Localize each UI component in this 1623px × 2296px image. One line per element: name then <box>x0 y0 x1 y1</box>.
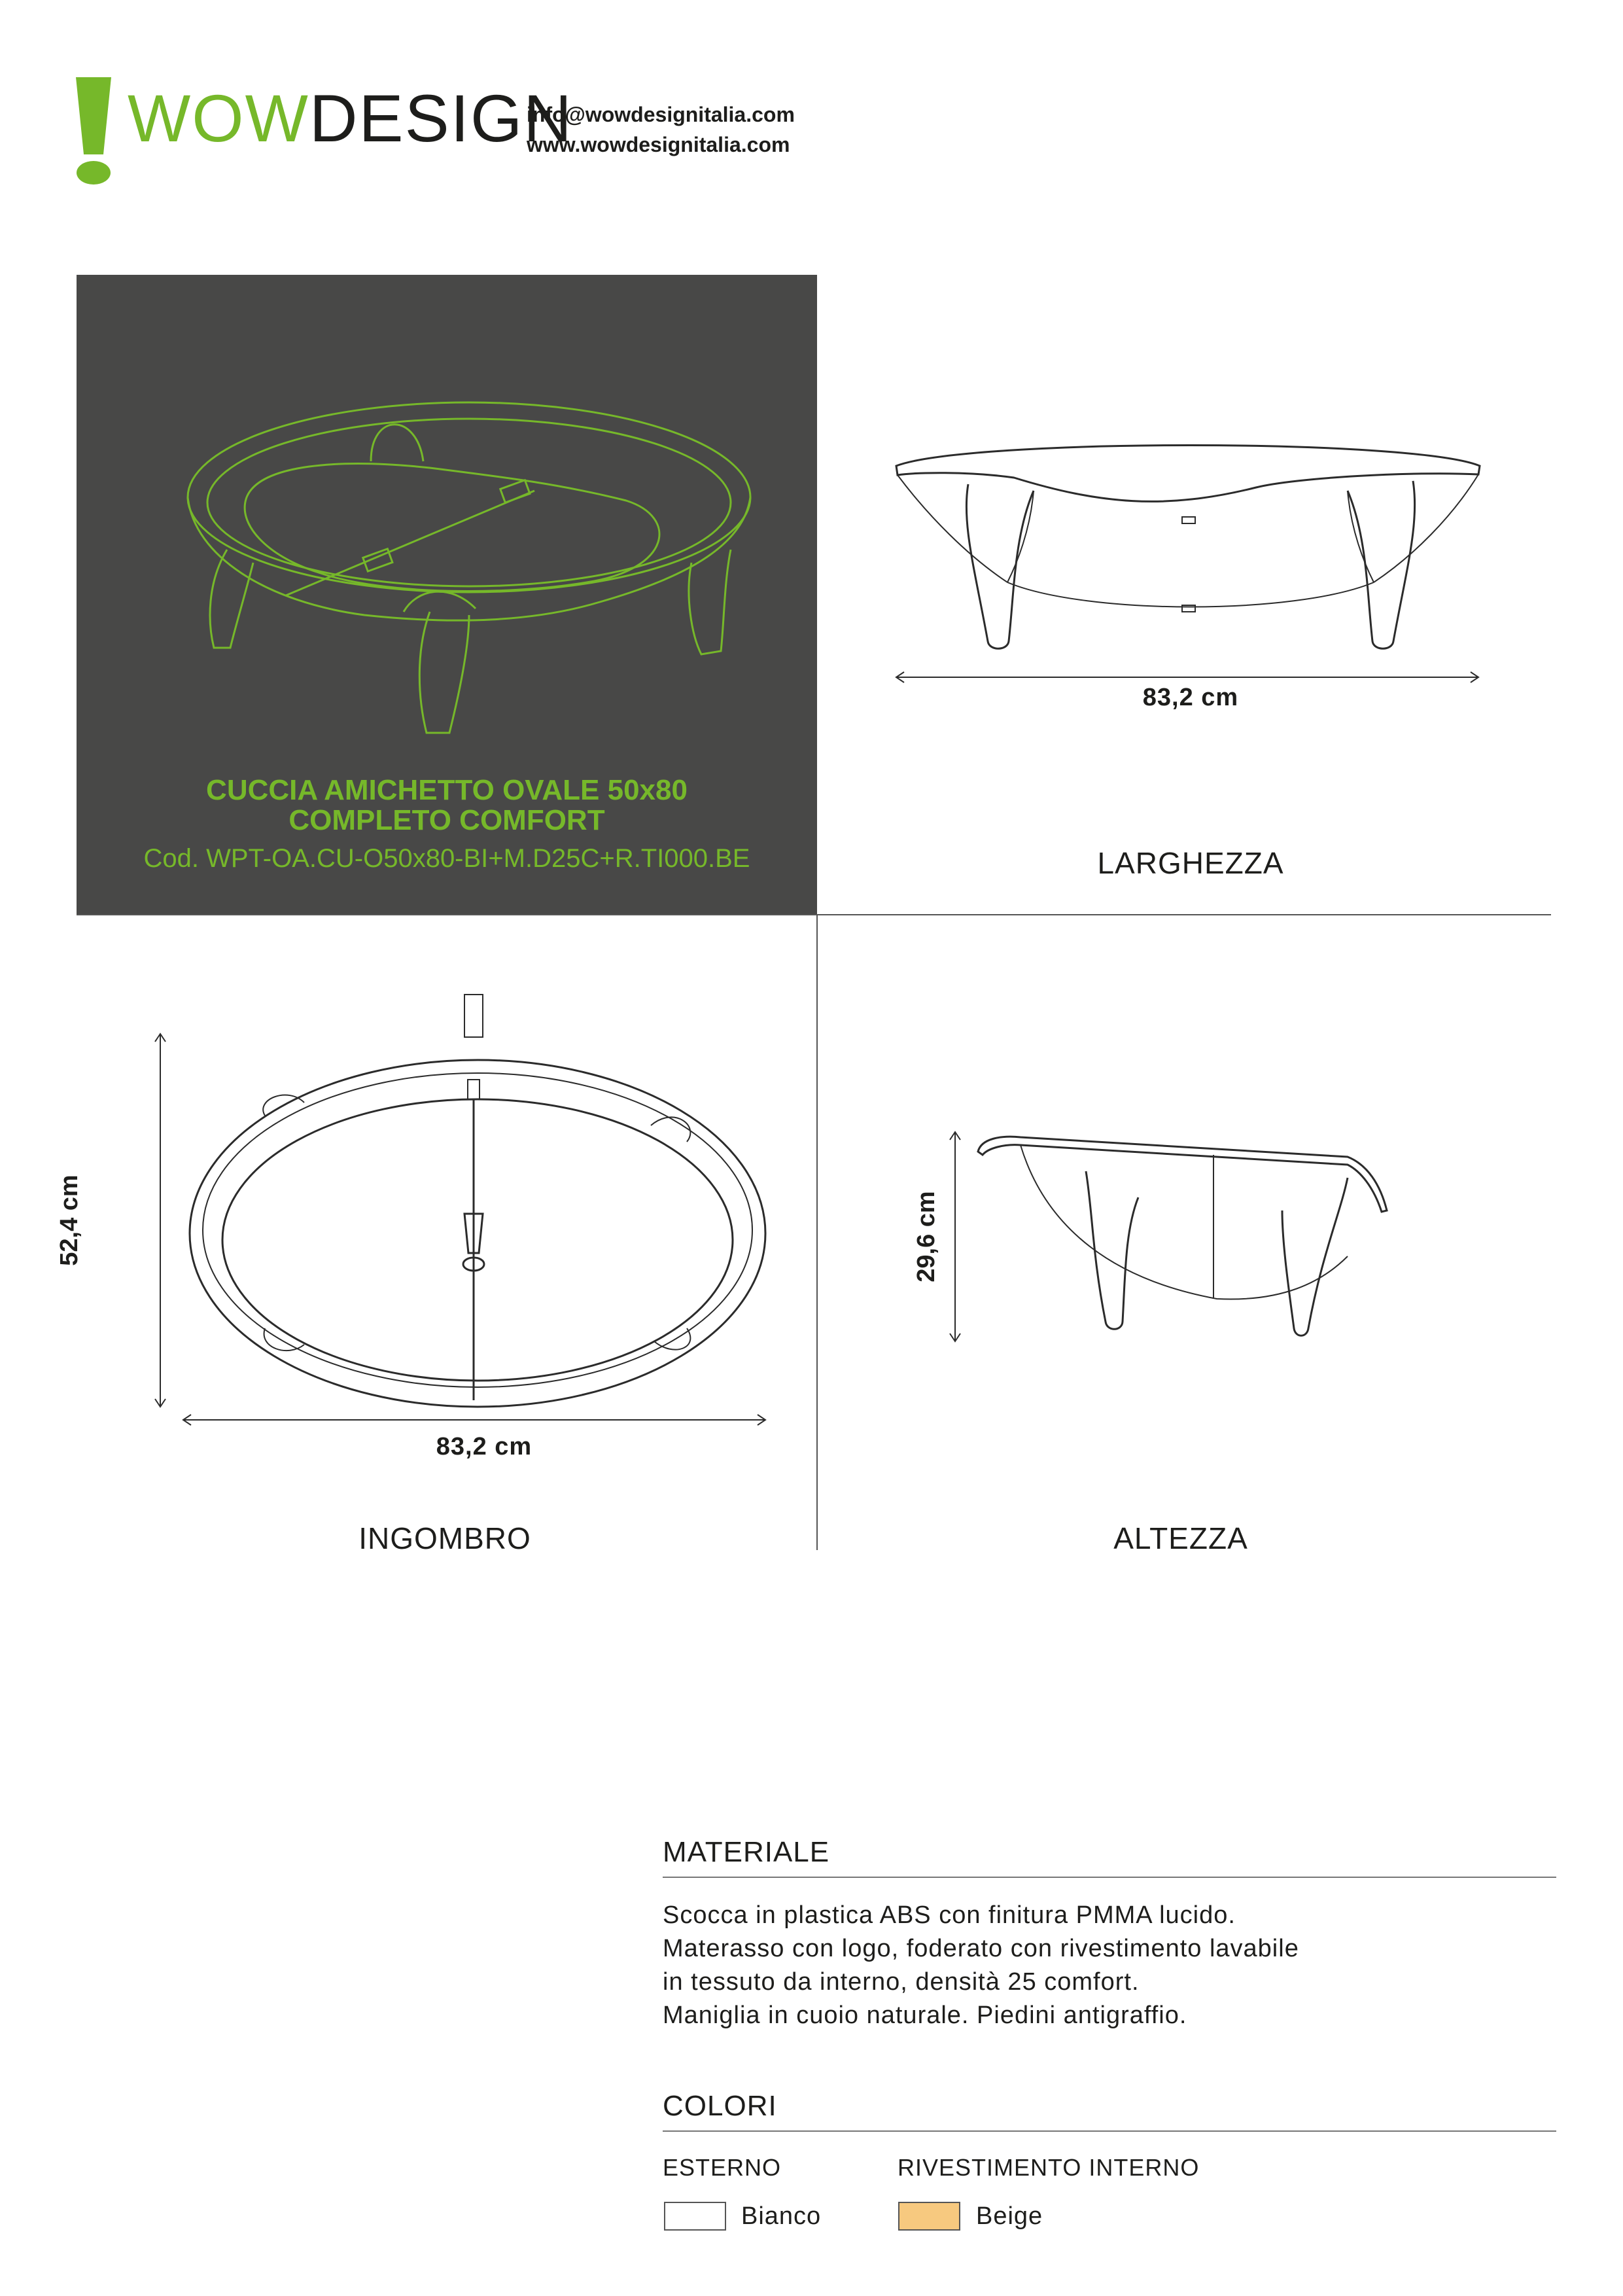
brand-design: DESIGN <box>309 81 573 156</box>
grid-horizontal-divider <box>77 914 1551 915</box>
contact-email[interactable]: info@wowdesignitalia.com <box>527 103 795 126</box>
larghezza-width-dimension: 83,2 cm <box>1142 684 1239 711</box>
ingombro-depth-dimension: 52,4 cm <box>56 1174 83 1266</box>
altezza-label: ALTEZZA <box>1113 1521 1248 1555</box>
colori-rule <box>663 2130 1556 2132</box>
colori-title: COLORI <box>663 2090 777 2122</box>
bianco-swatch <box>664 2202 726 2231</box>
product-panel <box>77 275 817 915</box>
materiale-line: Materasso con logo, foderato con rivestimento lavabile <box>663 1935 1299 1962</box>
brand-wow: WOW <box>128 81 309 156</box>
materiale-line: in tessuto da interno, densità 25 comfort. <box>663 1968 1140 1996</box>
product-perspective-drawing <box>168 386 783 746</box>
brand-name <box>128 81 573 156</box>
ingombro-width-dimension: 83,2 cm <box>436 1433 532 1460</box>
altezza-height-dimension: 29,6 cm <box>913 1191 940 1282</box>
contact-block <box>527 99 795 160</box>
esterno-heading: ESTERNO <box>663 2154 782 2181</box>
bianco-label: Bianco <box>741 2202 822 2230</box>
grid-vertical-divider <box>816 914 818 1550</box>
ingombro-label: INGOMBRO <box>358 1521 531 1555</box>
larghezza-label: LARGHEZZA <box>1097 846 1284 880</box>
beige-label: Beige <box>976 2202 1043 2230</box>
product-code: Cod. WPT-OA.CU-O50x80-BI+M.D25C+R.TI000.BE <box>143 844 750 873</box>
materiale-rule <box>663 1877 1556 1878</box>
product-title <box>77 775 817 836</box>
interno-heading: RIVESTIMENTO INTERNO <box>898 2154 1200 2181</box>
contact-website[interactable]: www.wowdesignitalia.com <box>527 133 790 156</box>
product-title-line1: CUCCIA AMICHETTO OVALE 50x80 <box>206 774 688 806</box>
materiale-text <box>663 1899 1299 2032</box>
materiale-title: MATERIALE <box>663 1836 830 1868</box>
beige-swatch <box>898 2202 960 2231</box>
product-title-line2: COMPLETO COMFORT <box>288 804 605 836</box>
altezza-drawing <box>942 1125 1400 1348</box>
materiale-line: Scocca in plastica ABS con finitura PMMA lucido. <box>663 1901 1236 1929</box>
materiale-line: Maniglia in cuoio naturale. Piedini antigraffio. <box>663 2002 1187 2029</box>
larghezza-drawing <box>890 425 1492 726</box>
ingombro-drawing <box>150 988 778 1446</box>
exclamation-mark-icon <box>73 77 114 185</box>
